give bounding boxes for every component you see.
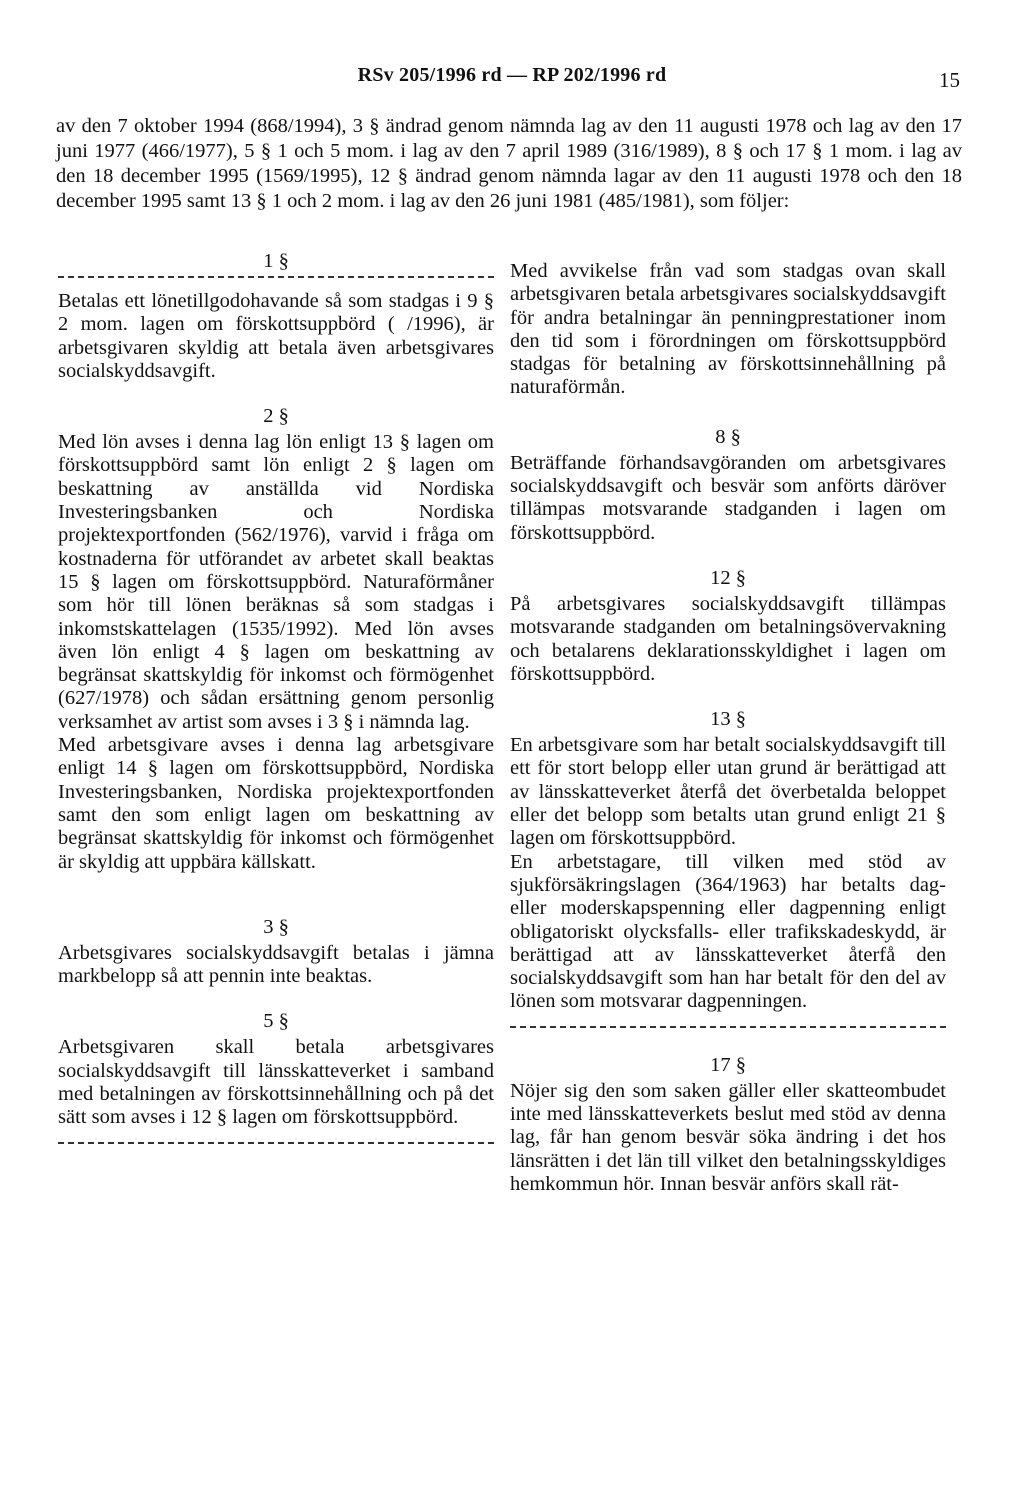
section-paragraph: Med lön avses i denna lag lön enligt 13 § lagen om förskottsuppbörd samt lön enligt 2 § lagen om beskattning av anställda vid Nordiska Investeringsbanken och Nordiska projektexportfonden (562/1976), varvid i fråga om kostnaderna för utförandet av arbetet skall beaktas 15 § lagen om förskottsuppbörd. Naturaförmåner som hör till lönen beräknas så som stadgas i inkomstskattelagen (1535/1992). Med lön avses även lön enligt 4 § lagen om beskattning av begränsat skattskyldig för inkomst och förmögenhet (627/1978) och sådan ersättning genom personlig verksamhet av artist som avses i 3 § i nämnda lag. bbox=[58, 431, 494, 733]
right-column bbox=[510, 248, 946, 1196]
section-12 bbox=[510, 565, 946, 686]
omission-dashes bbox=[58, 276, 494, 278]
omission-dashes bbox=[58, 1142, 494, 1144]
section-8 bbox=[510, 424, 946, 545]
section-heading: 13 § bbox=[710, 708, 746, 731]
intro-text: av den 7 oktober 1994 (868/1994), 3 § ändrad genom nämnda lag av den 11 augusti 1978 och lag av den 17 juni 1977 (466/1977), 5 § 1 och 5 mom. i lag av den 7 april 1989 (316/1989), 8 § och 17 § 1 mom. i lag av den 18 december 1995 (1569/1995), 12 § ändrad genom nämnda lagar av den 11 augusti 1978 och den 18 december 1995 samt 13 § 1 och 2 mom. i lag av den 26 juni 1981 (485/1981), som följer: bbox=[56, 115, 962, 212]
section-heading: 5 § bbox=[263, 1010, 289, 1033]
section-paragraph: Beträffande förhandsavgöranden om arbetsgivares socialskyddsavgift och besvär som anförts däröver tillämpas motsvarande stadganden i lagen om förskottsuppbörd. bbox=[510, 451, 946, 544]
section-paragraph: På arbetsgivares socialskyddsavgift tillämpas motsvarande stadganden om betalningsövervakning och betalarens deklarationsskyldighet i lagen om förskottsuppbörd. bbox=[510, 592, 946, 685]
page-header bbox=[0, 64, 1024, 94]
section-13 bbox=[510, 706, 946, 1028]
section-heading: 1 § bbox=[263, 250, 289, 272]
section-paragraph: En arbetstagare, till vilken med stöd av sjukförsäkringslagen (364/1963) har betalts dag- eller moderskapspenning eller dagpenning enligt obligatoriskt olycksfalls- eller trafikskadeskydd, är berättigad att av länsskatteverket återfå den socialskyddsavgift som han har betalt för den del av lönen som motsvarar dagpenningen. bbox=[510, 850, 946, 1013]
section-17 bbox=[510, 1052, 946, 1196]
section-heading: 8 § bbox=[715, 425, 741, 448]
section-2 bbox=[58, 403, 494, 874]
page-number: 15 bbox=[939, 68, 960, 92]
section-heading: 12 § bbox=[710, 566, 746, 589]
omission-dashes bbox=[510, 1026, 946, 1028]
section-paragraph: Arbetsgivaren skall betala arbetsgivares socialskyddsavgift till länsskatteverket i samband med betalningen av förskottsinnehållning och på det sätt som avses i 12 § lagen om förskottsuppbörd. bbox=[58, 1036, 494, 1129]
section-paragraph: Arbetsgivares socialskyddsavgift betalas i jämna markbelopp så att pennin inte beaktas. bbox=[58, 941, 494, 988]
section-heading: 3 § bbox=[263, 915, 289, 938]
section-5-continued bbox=[510, 260, 946, 400]
section-1 bbox=[58, 248, 494, 383]
left-column bbox=[58, 248, 494, 1144]
section-5 bbox=[58, 1008, 494, 1143]
section-heading: 17 § bbox=[710, 1053, 746, 1076]
section-3 bbox=[58, 914, 494, 989]
section-paragraph: Nöjer sig den som saken gäller eller skatteombudet inte med länsskatteverkets beslut med stöd av denna lag, får han genom besvär söka ändring i det hos länsrätten i det län till vilket den betalningsskyldiges hemkommun hör. Innan besvär anförs skall rät- bbox=[510, 1079, 946, 1195]
section-paragraph: En arbetsgivare som har betalt socialskyddsavgift till ett för stort belopp eller utan grund är berättigad att av länsskatteverket återfå det överbetalda beloppet eller det belopp som betalts utan grund enligt 21 § lagen om förskottsuppbörd. bbox=[510, 734, 946, 850]
section-paragraph: Betalas ett lönetillgodohavande så som stadgas i 9 § 2 mom. lagen om förskottsuppbörd ( /1996), är arbetsgivaren skyldig att betala även arbetsgivares socialskyddsavgift. bbox=[58, 290, 494, 382]
section-paragraph: Med arbetsgivare avses i denna lag arbetsgivare enligt 14 § lagen om förskottsuppbörd, Nordiska Investeringsbanken, Nordiska projektexportfonden samt den som enligt lagen om beskattning av begränsat skattskyldig för inkomst och förmögenhet är skyldig att uppbära källskatt. bbox=[58, 734, 494, 873]
section-heading: 2 § bbox=[263, 405, 289, 428]
section-paragraph: Med avvikelse från vad som stadgas ovan skall arbetsgivaren betala arbetsgivares socialskyddsavgift för andra betalningar än penningprestationer inom den tid som i förordningen om förskottsuppbörd stadgas för betalning av förskottsinnehållning på naturaförmån. bbox=[510, 260, 946, 399]
running-header: RSv 205/1996 rd — RP 202/1996 rd bbox=[357, 64, 667, 86]
intro-paragraph bbox=[56, 114, 962, 214]
